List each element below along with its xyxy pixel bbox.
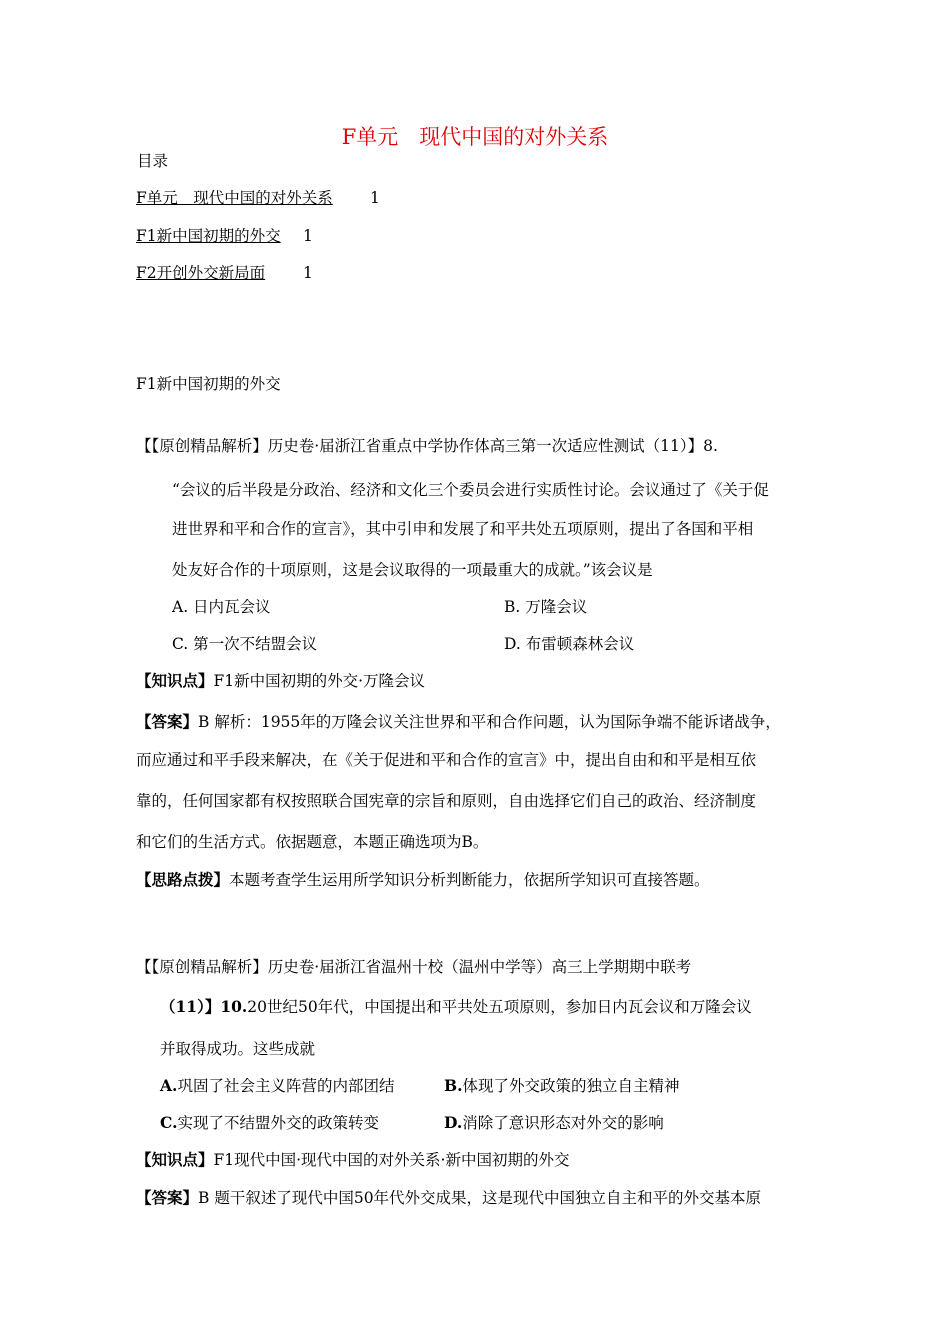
option-letter: C.	[160, 1113, 178, 1132]
question-1-answer-line: 而应通过和平手段来解决，在《关于促进和平和合作的宣言》中，提出自由和和平是相互依	[136, 751, 757, 769]
knowledge-text: F1新中国初期的外交·万隆会议	[213, 672, 426, 690]
question-1-hint	[136, 870, 710, 890]
toc-entry[interactable]	[136, 188, 333, 208]
question-2-source: 【【原创精品解析】历史卷·届浙江省温州十校（温州中学等）高三上学期期中联考	[136, 958, 692, 976]
question-2-stem-line	[160, 997, 752, 1017]
question-1-answer-line: 和它们的生活方式。依据题意，本题正确选项为B。	[136, 833, 489, 851]
toc-entry-link[interactable]: F单元 现代中国的对外关系	[136, 189, 333, 207]
toc-entry-page: 1	[370, 189, 380, 207]
option-text: 消除了意识形态对外交的影响	[462, 1114, 664, 1132]
question-2-number: 10.	[220, 997, 248, 1016]
hint-text: 本题考查学生运用所学知识分析判断能力，依据所学知识可直接答题。	[229, 871, 710, 889]
question-1-stem-line: 处友好合作的十项原则，这是会议取得的一项最重大的成就。”该会议是	[172, 561, 653, 579]
question-2-source-cont: （11）】	[160, 997, 221, 1016]
option-text: 巩固了社会主义阵营的内部团结	[177, 1077, 395, 1095]
question-2-option-a	[160, 1076, 394, 1096]
toc-entry-page: 1	[303, 264, 313, 282]
question-2-option-c	[160, 1113, 379, 1133]
answer-label: 【答案】	[136, 1188, 199, 1207]
knowledge-label: 【知识点】	[136, 1150, 214, 1169]
question-1-knowledge	[136, 671, 425, 691]
question-1-answer	[136, 712, 781, 732]
question-1-option-a: A. 日内瓦会议	[172, 598, 271, 616]
question-2-option-d	[444, 1113, 664, 1133]
question-1-stem-line: “会议的后半段是分政治、经济和文化三个委员会进行实质性讨论。会议通过了《关于促	[172, 481, 769, 499]
question-2-stem-line: 并取得成功。这些成就	[160, 1040, 316, 1058]
toc-entry[interactable]	[136, 226, 281, 246]
knowledge-label: 【知识点】	[136, 671, 214, 690]
question-2-answer	[136, 1188, 761, 1208]
question-1-answer-line: 靠的，任何国家都有权按照联合国宪章的宗旨和原则，自由选择它们自己的政治、经济制度	[136, 792, 757, 810]
section-heading: F1新中国初期的外交	[136, 375, 281, 393]
answer-text: B 题干叙述了现代中国50年代外交成果，这是现代中国独立自主和平的外交基本原	[198, 1189, 762, 1207]
hint-label: 【思路点拨】	[136, 870, 230, 889]
question-1-source: 【【原创精品解析】历史卷·届浙江省重点中学协作体高三第一次适应性测试（11）】8.	[136, 437, 718, 455]
question-2-knowledge	[136, 1150, 570, 1170]
question-2-option-b	[444, 1076, 680, 1096]
toc-entry-link[interactable]: F1新中国初期的外交	[136, 227, 281, 245]
question-1-option-d: D. 布雷顿森林会议	[504, 635, 635, 653]
option-text: 体现了外交政策的独立自主精神	[462, 1077, 680, 1095]
question-1-option-b: B. 万隆会议	[504, 598, 588, 616]
option-letter: B.	[444, 1076, 463, 1095]
answer-text: B 解析：1955年的万隆会议关注世界和平和合作问题，认为国际争端不能诉诸战争，	[198, 713, 781, 731]
toc-heading: 目录	[137, 152, 169, 170]
toc-entry-link[interactable]: F2开创外交新局面	[136, 264, 266, 282]
option-letter: D.	[444, 1113, 463, 1132]
answer-label: 【答案】	[136, 712, 199, 731]
option-letter: A.	[160, 1076, 178, 1095]
question-1-stem-line: 进世界和平和合作的宣言》，其中引申和发展了和平共处五项原则，提出了各国和平相	[172, 520, 754, 538]
toc-entry[interactable]	[136, 263, 265, 283]
question-1-option-c: C. 第一次不结盟会议	[172, 635, 318, 653]
document-title: F单元 现代中国的对外关系	[341, 125, 609, 149]
toc-entry-page: 1	[303, 227, 313, 245]
question-2-stem-first: 20世纪50年代，中国提出和平共处五项原则，参加日内瓦会议和万隆会议	[247, 998, 752, 1016]
knowledge-text: F1现代中国·现代中国的对外关系·新中国初期的外交	[213, 1151, 570, 1169]
option-text: 实现了不结盟外交的政策转变	[177, 1114, 379, 1132]
